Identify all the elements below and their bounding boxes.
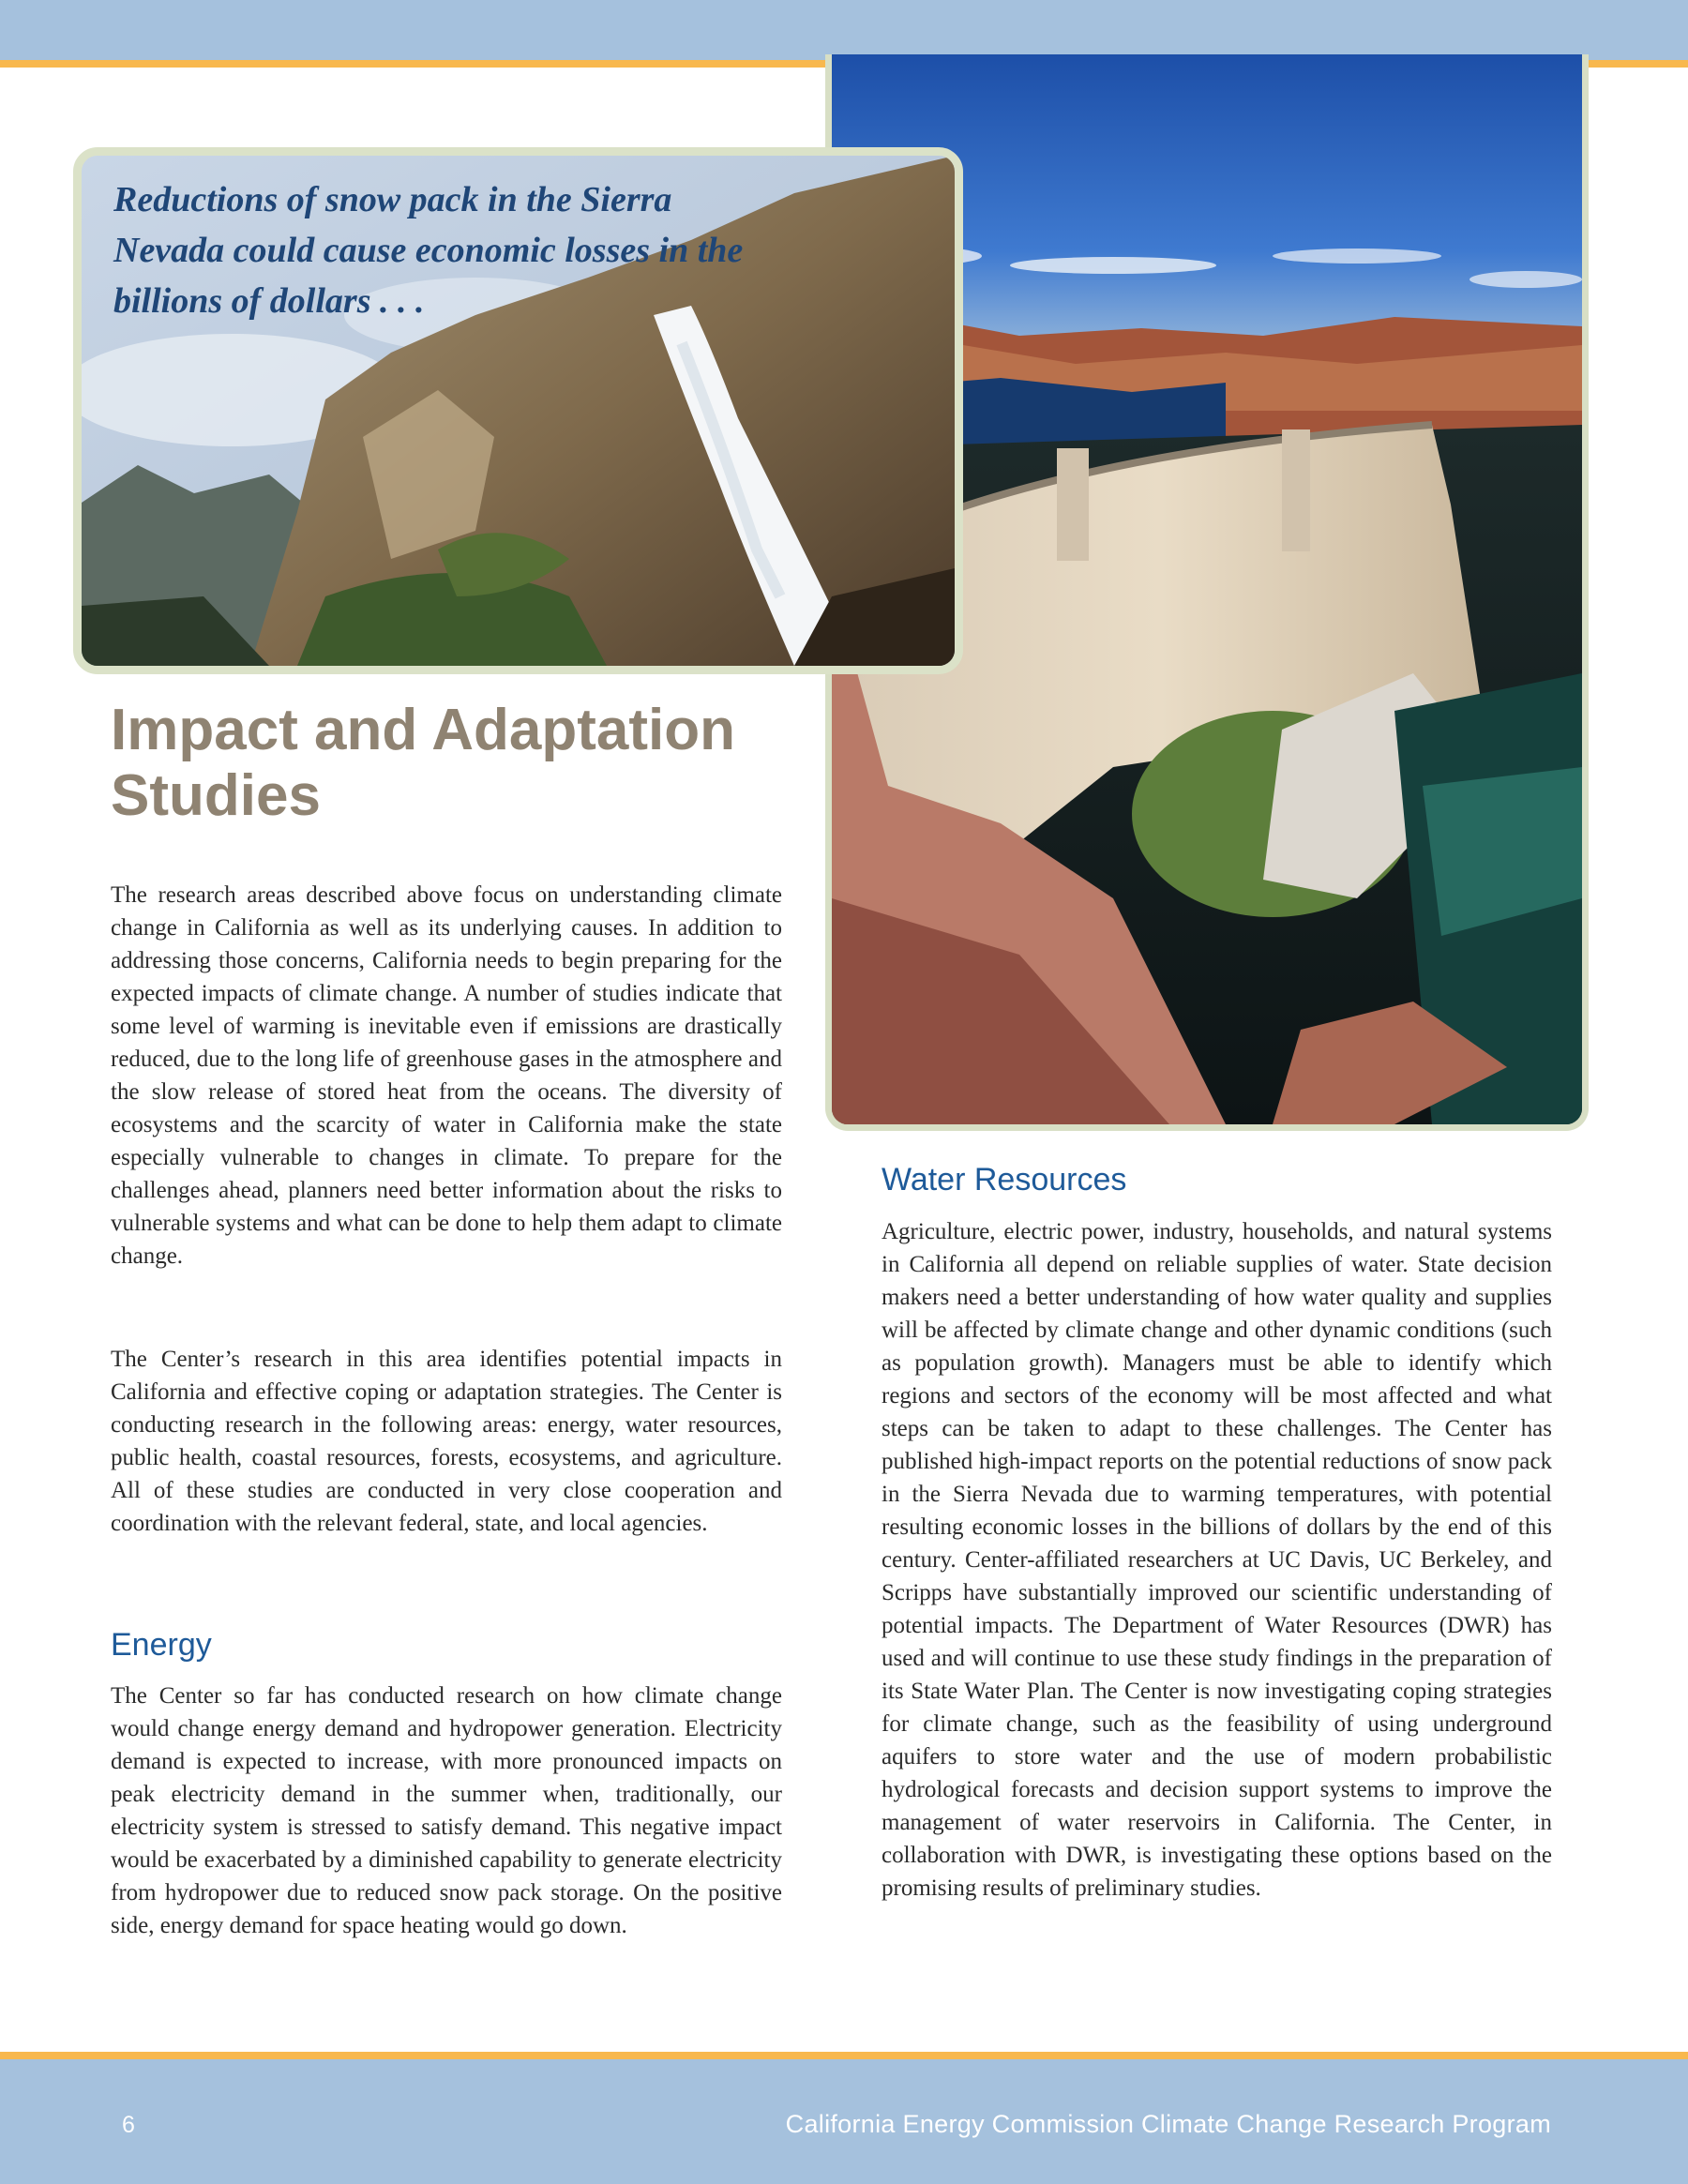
- page-number: 6: [122, 2112, 135, 2138]
- water-resources-paragraph: Agriculture, electric power, industry, households, and natural systems in California all depend on reliable supplies of water. State decision makers need a better understanding of how water quality and supplies will be affected by climate change and other dynamic conditions (such as population growth). Managers must be able to identify which regions and sectors of the economy will be most affected and what steps can be taken to adapt to these challenges. The Center has published high-impact reports on the potential reductions of snow pack in the Sierra Nevada due to warming temperatures, with potential resulting economic losses in the billions of dollars by the end of this century. Center-affiliated researchers at UC Davis, UC Berkeley, and Scripps have substantially improved our scientific understanding of potential impacts. The Department of Water Resources (DWR) has used and will continue to use these study findings in the preparation of its State Water Plan. The Center is now investigating coping strategies for climate change, such as the feasibility of using underground aquifers to store water and the use of modern probabilistic hydrological forecasts and decision support systems to improve the management of water reservoirs in California. The Center, in collaboration with DWR, is investigating these options based on the promising results of preliminary studies.: [882, 1219, 1552, 1901]
- intro-paragraph-1: The research areas described above focus on understanding climate change in California as well as its underlying causes. In addition to addressing those concerns, California needs to begin preparing for the expected impacts of climate change. A number of studies indicate that some level of warming is inevitable even if emissions are drastically reduced, due to the long life of greenhouse gases in the atmosphere and the slow release of stored heat from the oceans. The diversity of ecosystems and the scarcity of water in California make the state especially vulnerable to changes in climate. To prepare for the challenges ahead, planners need better information about the risks to vulnerable systems and what can be done to help them adapt to climate change.: [111, 882, 782, 1269]
- energy-paragraph: The Center so far has conducted research on how climate change would change energy demand and hydropower generation. Electricity demand is expected to increase, with more pronounced impacts on peak electricity demand in the summer when, traditionally, our electricity system is stressed to satisfy demand. This negative impact would be exacerbated by a diminished capability to generate electricity from hydropower due to reduced snow pack storage. On the positive side, energy demand for space heating would go down.: [111, 1683, 782, 1938]
- header-band: [0, 0, 1688, 60]
- intro-paragraph-2: The Center’s research in this area identifies potential impacts in California and effective coping or adaptation strategies. The Center is conducting research in the following areas: energy, water resources, public health, coastal resources, forests, ecosystems, and agriculture. All of these studies are conducted in very close cooperation and coordination with the relevant federal, state, and local agencies.: [111, 1347, 782, 1536]
- footer-rule: [0, 2052, 1688, 2059]
- footer-title: California Energy Commission Climate Change Research Program: [785, 2110, 1551, 2138]
- photo-caption: Reductions of snow pack in the Sierra Nevada could cause economic losses in the billions of dollars . . .: [113, 180, 744, 321]
- waterfall-photo: [73, 147, 963, 674]
- energy-heading: Energy: [111, 1627, 212, 1663]
- page-title: Impact and Adaptation Studies: [111, 698, 735, 828]
- water-resources-heading: Water Resources: [882, 1162, 1127, 1197]
